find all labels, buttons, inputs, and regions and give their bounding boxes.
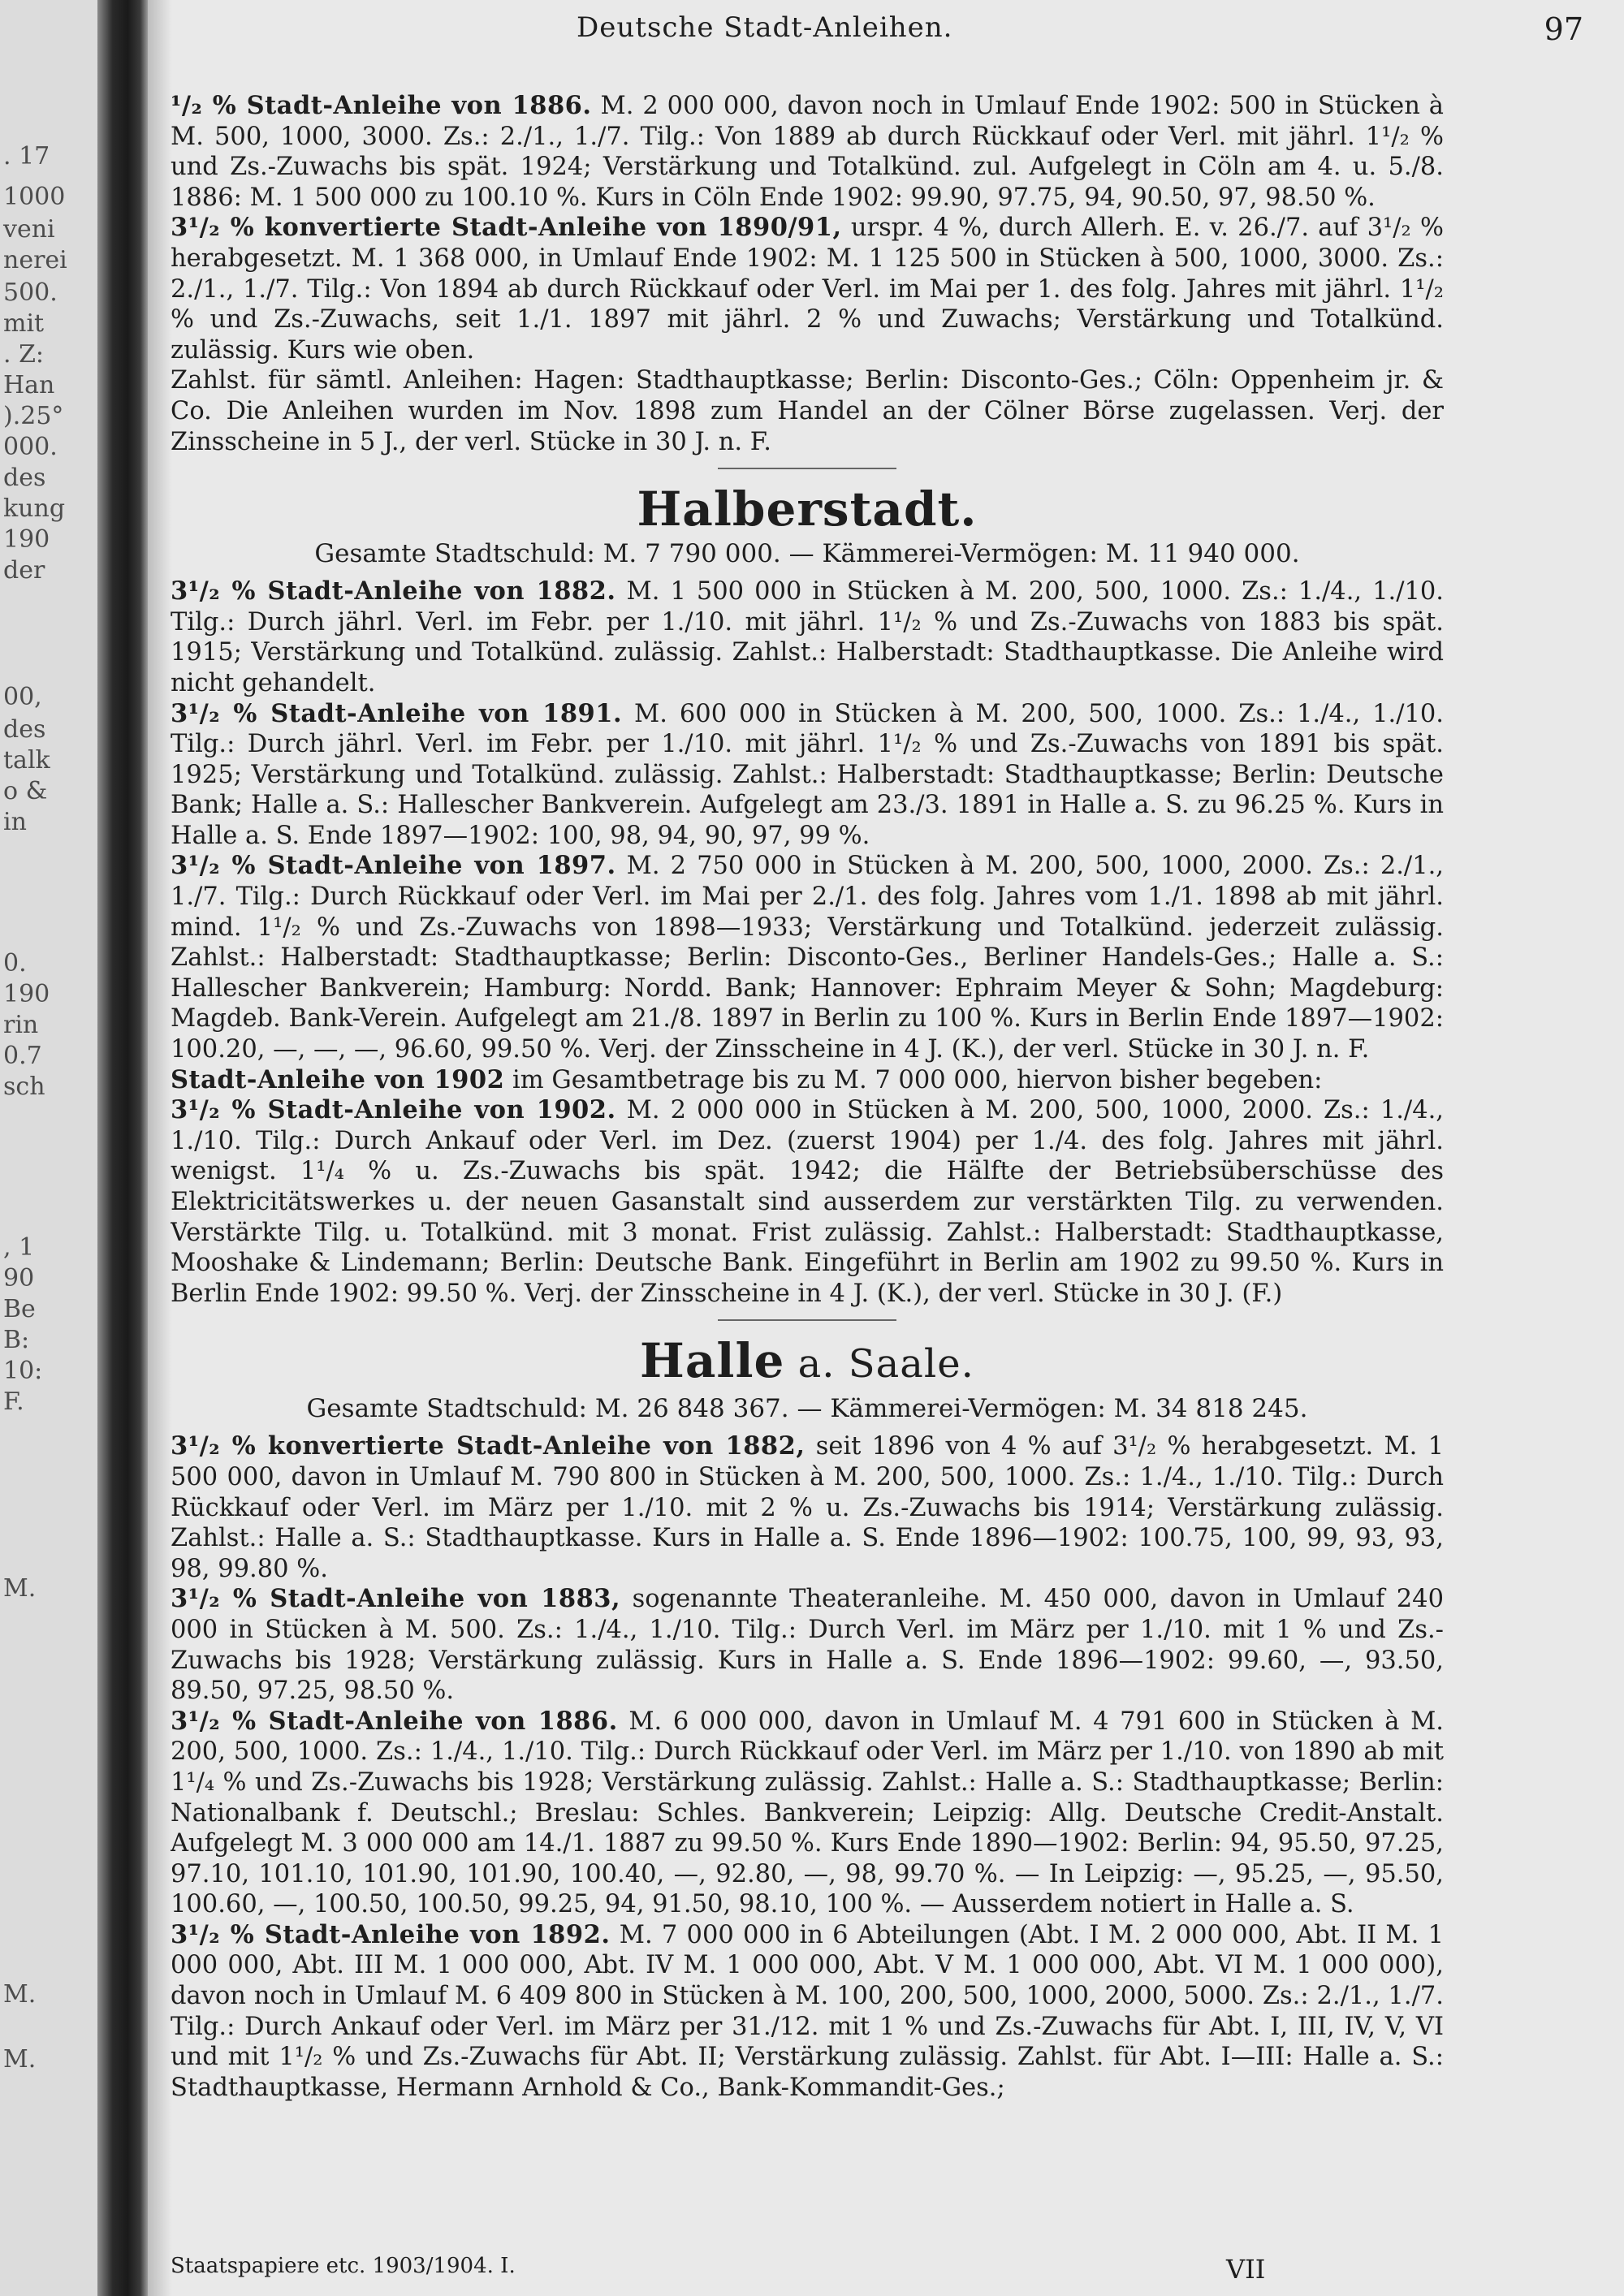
bond-title: 3¹/₂ % Stadt-Anleihe von 1892. bbox=[171, 1919, 611, 1949]
margin-fragment: mit bbox=[3, 309, 45, 338]
margin-fragment: sch bbox=[3, 1072, 45, 1101]
debt-summary: Gesamte Stadtschuld: M. 7 790 000. — Kämmerei-Vermögen: M. 11 940 000. bbox=[314, 539, 1300, 569]
city-heading bbox=[171, 1332, 1444, 1392]
bond-entry bbox=[171, 213, 1444, 365]
margin-fragment: o & bbox=[3, 777, 48, 805]
page-number: 97 bbox=[1544, 11, 1583, 47]
running-title: Deutsche Stadt-Anleihen. bbox=[577, 11, 953, 44]
debt-summary: Gesamte Stadtschuld: M. 26 848 367. — Kämmerei-Vermögen: M. 34 818 245. bbox=[306, 1394, 1308, 1424]
margin-fragment: , 1 bbox=[3, 1233, 35, 1262]
bond-title: 3¹/₂ % Stadt-Anleihe von 1882. bbox=[171, 576, 616, 606]
city-name: Halberstadt. bbox=[637, 481, 978, 537]
margin-fragment: kung bbox=[3, 494, 66, 523]
bond-title: 3¹/₂ % konvertierte Stadt-Anleihe von 1882, bbox=[171, 1431, 806, 1461]
margin-fragment: nerei bbox=[3, 246, 67, 274]
section-halberstadt bbox=[171, 481, 1444, 1309]
page-footer bbox=[171, 2254, 1444, 2286]
bond-entry bbox=[171, 1431, 1444, 1584]
bond-text: M. 7 000 000 in 6 Abteilungen (Abt. I M. 2 000 000, Abt. II M. 1 000 000, Abt. III M. 1 000 000, Abt. IV M. 1 000 000, Abt. V M. 1 000 000, Abt. VI M. 1 000 000), davon noch in Umlauf M. 6 409 800 in Stücken à M. 100, 200, 500, 1000, 2000, 5000. Zs.: 2./1., 1./7. Tilg.: Durch Ankauf oder Verl. im März per 31./12. mit 1 % und Zs.-Zuwachs für Abt. I, III, IV, V, VI und mit 1¹/₂ % und Zs.-Zuwachs für Abt. II; Verstärkung zulässig. Zahlst. für Abt. I—III: Halle a. S.: Stadthauptkasse, Hermann Arnhold & Co., Bank-Kommandit-Ges.; bbox=[171, 1920, 1444, 2102]
section-divider bbox=[718, 1319, 896, 1321]
bond-text: im Gesamtbetrage bis zu M. 7 000 000, hiervon bisher begeben: bbox=[512, 1065, 1323, 1094]
city-suffix: a. Saale. bbox=[784, 1341, 974, 1388]
margin-fragment: 10: bbox=[3, 1357, 43, 1385]
section-halle bbox=[171, 1332, 1444, 2103]
section-continued bbox=[171, 91, 1444, 457]
margin-fragment: Han bbox=[3, 371, 55, 399]
city-heading bbox=[171, 481, 1444, 537]
city-name: Halle bbox=[640, 1333, 785, 1389]
margin-fragment: M. bbox=[3, 2045, 37, 2074]
margin-fragment: des bbox=[3, 715, 46, 744]
adjacent-page-edge bbox=[0, 0, 106, 2296]
bond-text: M. 2 000 000, davon noch in Umlauf Ende 1902: 500 in Stücken à M. 500, 1000, 3000. Zs.: 2./1., 1./7. Tilg.: Von 1889 ab durch Rückkauf oder Verl. mit jährl. 1¹/₂ % und Zs.-Zuwachs bis spät. 1924; Verstärkung und Totalkünd. zul. Aufgelegt in Cöln am 4. u. 5./8. 1886: M. 1 500 000 zu 100.10 %. Kurs in Cöln Ende 1902: 99.90, 97.75, 94, 90.50, 97, 98.50 %. bbox=[171, 92, 1444, 212]
margin-fragment: F. bbox=[3, 1388, 24, 1416]
bond-title: 3¹/₂ % Stadt-Anleihe von 1897. bbox=[171, 851, 616, 881]
margin-fragment: 0.7 bbox=[3, 1042, 42, 1070]
margin-fragment: M. bbox=[3, 1574, 37, 1603]
margin-fragment: M. bbox=[3, 1980, 37, 2009]
bond-title: 3¹/₂ % Stadt-Anleihe von 1891. bbox=[171, 698, 623, 728]
bond-text: M. 2 000 000 in Stücken à M. 200, 500, 1000, 2000. Zs.: 1./4., 1./10. Tilg.: Durch Ankauf oder Verl. im Dez. (zuerst 1904) per 1./4. des folg. Jahres mit jährl. wenigst. 1¹/₄ % u. Zs.-Zuwachs bis spät. 1942; die Hälfte der Betriebsüberschüsse des Elektricitätswerkes u. der neuen Gasanstalt sind ausserdem zur verstärkten Tilg. zu verwenden. Verstärkte Tilg. u. Totalkünd. mit 3 monat. Frist zulässig. Zahlst.: Halberstadt: Stadthauptkasse, Mooshake & Lindemann; Berlin: Deutsche Bank. Eingeführt in Berlin am 1902 zu 99.50 %. Kurs in Berlin Ende 1902: 99.50 %. Verj. der Zinsscheine in 4 J. (K.), der verl. Stücke in 30 J. (F.) bbox=[171, 1096, 1444, 1308]
margin-fragment: 500. bbox=[3, 278, 58, 307]
bond-entry bbox=[171, 576, 1444, 698]
page-body bbox=[171, 91, 1444, 2103]
gutter-shadow bbox=[148, 0, 172, 2296]
margin-fragment: 190 bbox=[3, 980, 50, 1008]
bond-text: M. 6 000 000, davon in Umlauf M. 4 791 600 in Stücken à M. 200, 500, 1000. Zs.: 1./4., 1./10. Tilg.: Durch Rückkauf oder Verl. im März per 1./10. von 1890 ab mit 1¹/₄ % und Zs.-Zuwachs bis 1928; Verstärkung zulässig. Zahlst.: Halle a. S.: Stadthauptkasse; Berlin: Nationalbank f. Deutschl.; Breslau: Schles. Bankverein; Leipzig: Allg. Deutsche Credit-Anstalt. Aufgelegt M. 3 000 000 am 14./1. 1887 zu 99.50 %. Kurs Ende 1890—1902: Berlin: 94, 95.50, 97.25, 97.10, 101.10, 101.90, 101.90, 100.40, —, 92.80, —, 98, 99.70 %. — In Leipzig: —, 95.25, —, 95.50, 100.60, —, 100.50, 100.50, 99.25, 94, 91.50, 98.10, 100 %. — Ausserdem notiert in Halle a. S. bbox=[171, 1707, 1444, 1919]
bond-text: M. 1 500 000 in Stücken à M. 200, 500, 1000. Zs.: 1./4., 1./10. Tilg.: Durch jährl. Verl. im Febr. per 1./10. mit jährl. 1¹/₂ % und Zs.-Zuwachs von 1883 bis spät. 1915; Verstärkung und Totalkünd. zulässig. Zahlst.: Halberstadt: Stadthauptkasse. Die Anleihe wird nicht gehandelt. bbox=[171, 577, 1444, 697]
book-page bbox=[171, 0, 1616, 2296]
payment-note: Zahlst. für sämtl. Anleihen: Hagen: Stadthauptkasse; Berlin: Disconto-Ges.; Cöln: Oppenheim jr. & Co. Die Anleihen wurden im Nov. 1898 zum Handel an der Cölner Börse zugelassen. Verj. der Zinsscheine in 5 J., der verl. Stücke in 30 J. n. F. bbox=[171, 366, 1444, 456]
footer-sheet-mark: VII bbox=[1226, 2254, 1266, 2285]
margin-fragment: der bbox=[3, 556, 45, 585]
margin-fragment: . Z: bbox=[3, 340, 45, 369]
margin-fragment: 1000 bbox=[3, 183, 66, 211]
margin-fragment: in bbox=[3, 808, 27, 836]
bond-entry bbox=[171, 1065, 1444, 1096]
margin-fragment: talk bbox=[3, 746, 50, 775]
bond-text: M. 600 000 in Stücken à M. 200, 500, 1000. Zs.: 1./4., 1./10. Tilg.: Durch jährl. Verl. im Febr. per 1./10. mit jährl. 1¹/₂ % und Zs.-Zuwachs von 1891 bis spät. 1925; Verstärkung und Totalkünd. zulässig. Zahlst.: Halberstadt: Stadthauptkasse; Berlin: Deutsche Bank; Halle a. S.: Hallescher Bankverein. Aufgelegt am 23./3. 1891 in Halle a. S. zu 96.25 %. Kurs in Halle a. S. Ende 1897—1902: 100, 98, 94, 90, 97, 99 %. bbox=[171, 699, 1444, 850]
bond-text: sogenannte Theateranleihe. M. 450 000, davon in Umlauf 240 000 in Stücken à M. 500. Zs.: 1./4., 1./10. Tilg.: Durch Verl. im März per 1./10. mit 1 % und Zs.-Zuwachs bis 1928; Verstärkung zulässig. Kurs in Halle a. S. Ende 1896—1902: 99.60, —, 93.50, 89.50, 97.25, 98.50 %. bbox=[171, 1585, 1444, 1706]
bond-text: seit 1896 von 4 % auf 3¹/₂ % herabgesetzt. M. 1 500 000, davon in Umlauf M. 790 800 in Stücken à M. 200, 500, 1000. Zs.: 1./4., 1./10. Tilg.: Durch Rückkauf oder Verl. im März per 1./10. mit 2 % u. Zs.-Zuwachs bis 1914; Verstärkung zulässig. Zahlst.: Halle a. S.: Stadthauptkasse. Kurs in Halle a. S. Ende 1896—1902: 100.75, 100, 99, 93, 93, 98, 99.80 %. bbox=[171, 1432, 1444, 1583]
margin-fragment: rin bbox=[3, 1011, 39, 1039]
margin-fragment: Be bbox=[3, 1295, 36, 1323]
bond-entry bbox=[171, 1095, 1444, 1309]
bond-title: 3¹/₂ % Stadt-Anleihe von 1883, bbox=[171, 1584, 621, 1614]
bond-text: urspr. 4 %, durch Allerh. E. v. 26./7. auf 3¹/₂ % herabgesetzt. M. 1 368 000, in Umlauf Ende 1902: M. 1 125 500 in Stücken à 500, 1000, 3000. Zs.: 2./1., 1./7. Tilg.: Von 1894 ab durch Rückkauf oder Verl. im Mai per 1. des folg. Jahres mit jährl. 1¹/₂ % und Zs.-Zuwachs, seit 1./1. 1897 mit jährl. 2 % und Zuwachs; Verstärkung und Totalkünd. zulässig. Kurs wie oben. bbox=[171, 214, 1444, 365]
page-header bbox=[171, 11, 1583, 60]
margin-fragment: ).25° bbox=[3, 402, 64, 430]
margin-fragment: des bbox=[3, 464, 46, 492]
bond-title: 3¹/₂ % konvertierte Stadt-Anleihe von 1890/91, bbox=[171, 213, 842, 243]
bond-entry bbox=[171, 1920, 1444, 2104]
bond-entry bbox=[171, 851, 1444, 1064]
section-divider bbox=[718, 468, 896, 469]
footer-signature: Staatspapiere etc. 1903/1904. I. bbox=[171, 2254, 516, 2278]
margin-fragment: 0. bbox=[3, 949, 27, 978]
margin-fragment: . 17 bbox=[3, 142, 50, 170]
margin-fragment: 000. bbox=[3, 433, 58, 461]
bond-entry bbox=[171, 1707, 1444, 1920]
margin-fragment: 00, bbox=[3, 683, 42, 711]
bond-title: 3¹/₂ % Stadt-Anleihe von 1902. bbox=[171, 1095, 616, 1125]
margin-fragment: 190 bbox=[3, 525, 50, 554]
margin-fragment: B: bbox=[3, 1326, 30, 1354]
bond-title: Stadt-Anleihe von 1902 bbox=[171, 1064, 505, 1094]
margin-fragment: 90 bbox=[3, 1264, 35, 1293]
bond-title: 3¹/₂ % Stadt-Anleihe von 1886. bbox=[171, 1706, 618, 1736]
bond-entry bbox=[171, 91, 1444, 213]
bond-title: ¹/₂ % Stadt-Anleihe von 1886. bbox=[171, 91, 592, 120]
margin-fragment: veni bbox=[3, 215, 55, 244]
bond-text: M. 2 750 000 in Stücken à M. 200, 500, 1000, 2000. Zs.: 2./1., 1./7. Tilg.: Durch Rückkauf oder Verl. im Mai per 2./1. des folg. Jahres vom 1./1. 1898 ab mit jährl. mind. 1¹/₂ % und Zs.-Zuwachs von 1898—1933; Verstärkung und Totalkünd. jederzeit zulässig. Zahlst.: Halberstadt: Stadthauptkasse; Berlin: Disconto-Ges., Berliner Handels-Ges.; Halle a. S.: Hallescher Bankverein; Hamburg: Nordd. Bank; Hannover: Ephraim Meyer & Sohn; Magdeburg: Magdeb. Bank-Verein. Aufgelegt am 21./8. 1897 in Berlin zu 100 %. Kurs in Berlin Ende 1897—1902: 100.20, —, —, —, 96.60, 99.50 %. Verj. der Zinsscheine in 4 J. (K.), der verl. Stücke in 30 J. n. F. bbox=[171, 852, 1444, 1064]
bond-entry bbox=[171, 1584, 1444, 1706]
book-binding-shadow bbox=[97, 0, 148, 2296]
bond-entry bbox=[171, 699, 1444, 852]
